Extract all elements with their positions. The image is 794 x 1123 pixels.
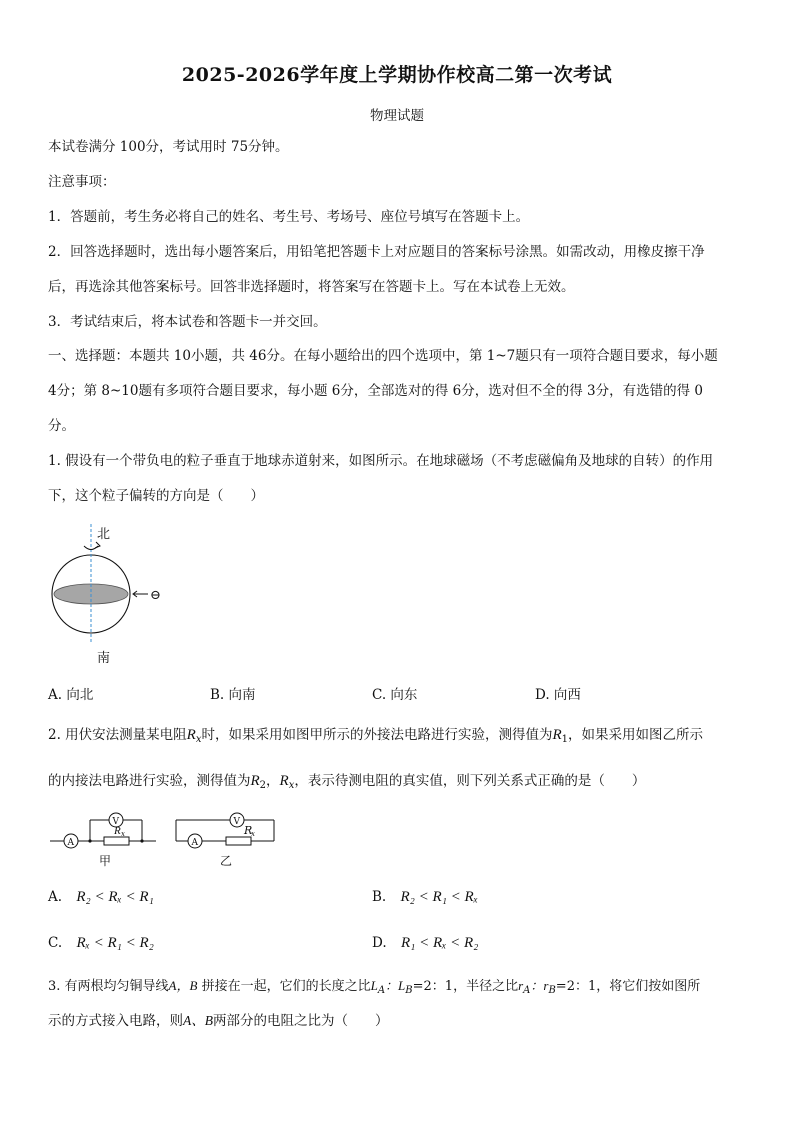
section1-line2: 4分；第 8~10题有多项符合题目要求，每小题 6分，全部选对的得 6分，选对但不全的得 3分，有选错的得 0 [48, 383, 703, 399]
notice-item-2b: 后，再选涂其他答案标号。回答非选择题时，将答案写在答题卡上。写在本试卷上无效。 [48, 279, 575, 295]
notice-item-2a: 2．回答选择题时，选出每小题答案后，用铅笔把答题卡上对应题目的答案标号涂黑。如需改动，用橡皮擦干净 [48, 244, 705, 260]
q2-r2-symbol: R [250, 773, 260, 789]
q2-yi-resistor [226, 837, 251, 845]
q2-rx-sub-2: x [288, 780, 295, 791]
q2-stem-line1 [48, 725, 748, 750]
q1-particle-symbol: ⊖ [150, 588, 161, 603]
svg-text:x: x [121, 830, 125, 838]
q2-text-c: ，如果采用如图乙所示 [568, 727, 704, 743]
svg-text:V: V [112, 817, 119, 827]
q2-text-a: 2. 用伏安法测量某电阻 [48, 727, 187, 743]
q2-option-a-label: A. [48, 889, 63, 905]
q2-rx-symbol: R [186, 727, 196, 743]
svg-text:R: R [114, 825, 121, 837]
q2-label-yi: 乙 [220, 854, 233, 868]
section1-line1: 一、选择题：本题共 10小题，共 46分。在每小题给出的四个选项中，第 1~7题只有一项符合题目要求，每小题 [48, 348, 718, 364]
q2-r1-symbol: R [552, 727, 562, 743]
q2-option-a[interactable] [48, 887, 154, 907]
q2-rx-symbol-2: R [279, 773, 289, 789]
q2-option-b-label: B. [372, 889, 387, 905]
q1-option-c[interactable]: C. 向东 [372, 687, 418, 703]
svg-text:V: V [233, 817, 240, 827]
exam-title: 2025-2026学年度上学期协作校高二第一次考试 [181, 64, 613, 86]
q2-text-b: 时，如果采用如图甲所示的外接法电路进行实验，测得值为 [201, 727, 553, 743]
q2-text-d: 的内接法电路进行实验，测得值为 [48, 773, 251, 789]
q1-south-label: 南 [97, 651, 111, 666]
q2-option-c[interactable] [48, 933, 154, 953]
q1-north-label: 北 [97, 527, 111, 542]
notice-title: 注意事项： [48, 174, 116, 190]
q2-text-f: ，表示待测电阻的真实值，则下列关系式正确的是（ ） [294, 773, 646, 789]
q1-rotation-arrowhead [95, 542, 100, 548]
q3-stem-line1: 3. 有两根均匀铜导线A，B 拼接在一起，它们的长度之比$L_A$：$L_B=2$：1，半径之比$r_A$：$r_B=2$：1，将它们按如图所 [48, 978, 701, 996]
q2-option-a-expr: R₂ < Rₓ < R₁ [76, 889, 154, 905]
q2-option-c-expr: Rₓ < R₁ < R₂ [76, 935, 154, 951]
svg-text:x: x [251, 830, 255, 838]
q2-text-e: ， [266, 773, 280, 789]
q2-option-d-expr: R₁ < Rₓ < R₂ [400, 935, 479, 951]
q2-r2-sub: 2 [259, 780, 267, 791]
q2-rx-sub: x [195, 734, 202, 745]
q2-option-b[interactable] [372, 887, 478, 907]
svg-text:A: A [191, 838, 198, 848]
svg-text:R: R [244, 824, 253, 837]
q2-circuit-jia [50, 813, 156, 868]
q2-circuit-figure [48, 808, 308, 870]
q2-option-d-label: D. [372, 935, 387, 951]
intro-score-line: 本试卷满分 100分，考试用时 75分钟。 [48, 139, 289, 155]
q1-stem-line1: 1. 假设有一个带负电的粒子垂直于地球赤道射来，如图所示。在地球磁场（不考虑磁偏角及地球的自转）的作用 [48, 453, 714, 469]
q3-stem-line2: 示的方式接入电路，则A、B两部分的电阻之比为（ ） [48, 1013, 389, 1029]
q1-option-a[interactable]: A. 向北 [48, 687, 94, 703]
q1-earth-figure [40, 518, 180, 670]
q1-stem-line2: 下，这个粒子偏转的方向是（ ） [48, 488, 264, 504]
q2-option-d[interactable] [372, 933, 478, 953]
q2-option-b-expr: R₂ < R₁ < Rₓ [400, 889, 478, 905]
notice-item-1: 1．答题前，考生务必将自己的姓名、考生号、考场号、座位号填写在答题卡上。 [48, 209, 530, 225]
svg-text:A: A [67, 838, 74, 848]
notice-item-3: 3．考试结束后，将本试卷和答题卡一并交回。 [48, 314, 327, 330]
q1-option-b[interactable]: B. 向南 [210, 687, 256, 703]
q1-option-d[interactable]: D. 向西 [535, 687, 581, 703]
q2-stem-line2 [48, 771, 748, 796]
section1-line3: 分。 [48, 418, 75, 434]
q2-label-jia: 甲 [99, 854, 112, 868]
q2-option-c-label: C. [48, 935, 63, 951]
q2-circuit-yi [176, 813, 274, 868]
exam-subtitle: 物理试题 [370, 108, 424, 124]
q2-r1-sub: 1 [561, 734, 569, 745]
q2-jia-resistor [104, 837, 129, 845]
